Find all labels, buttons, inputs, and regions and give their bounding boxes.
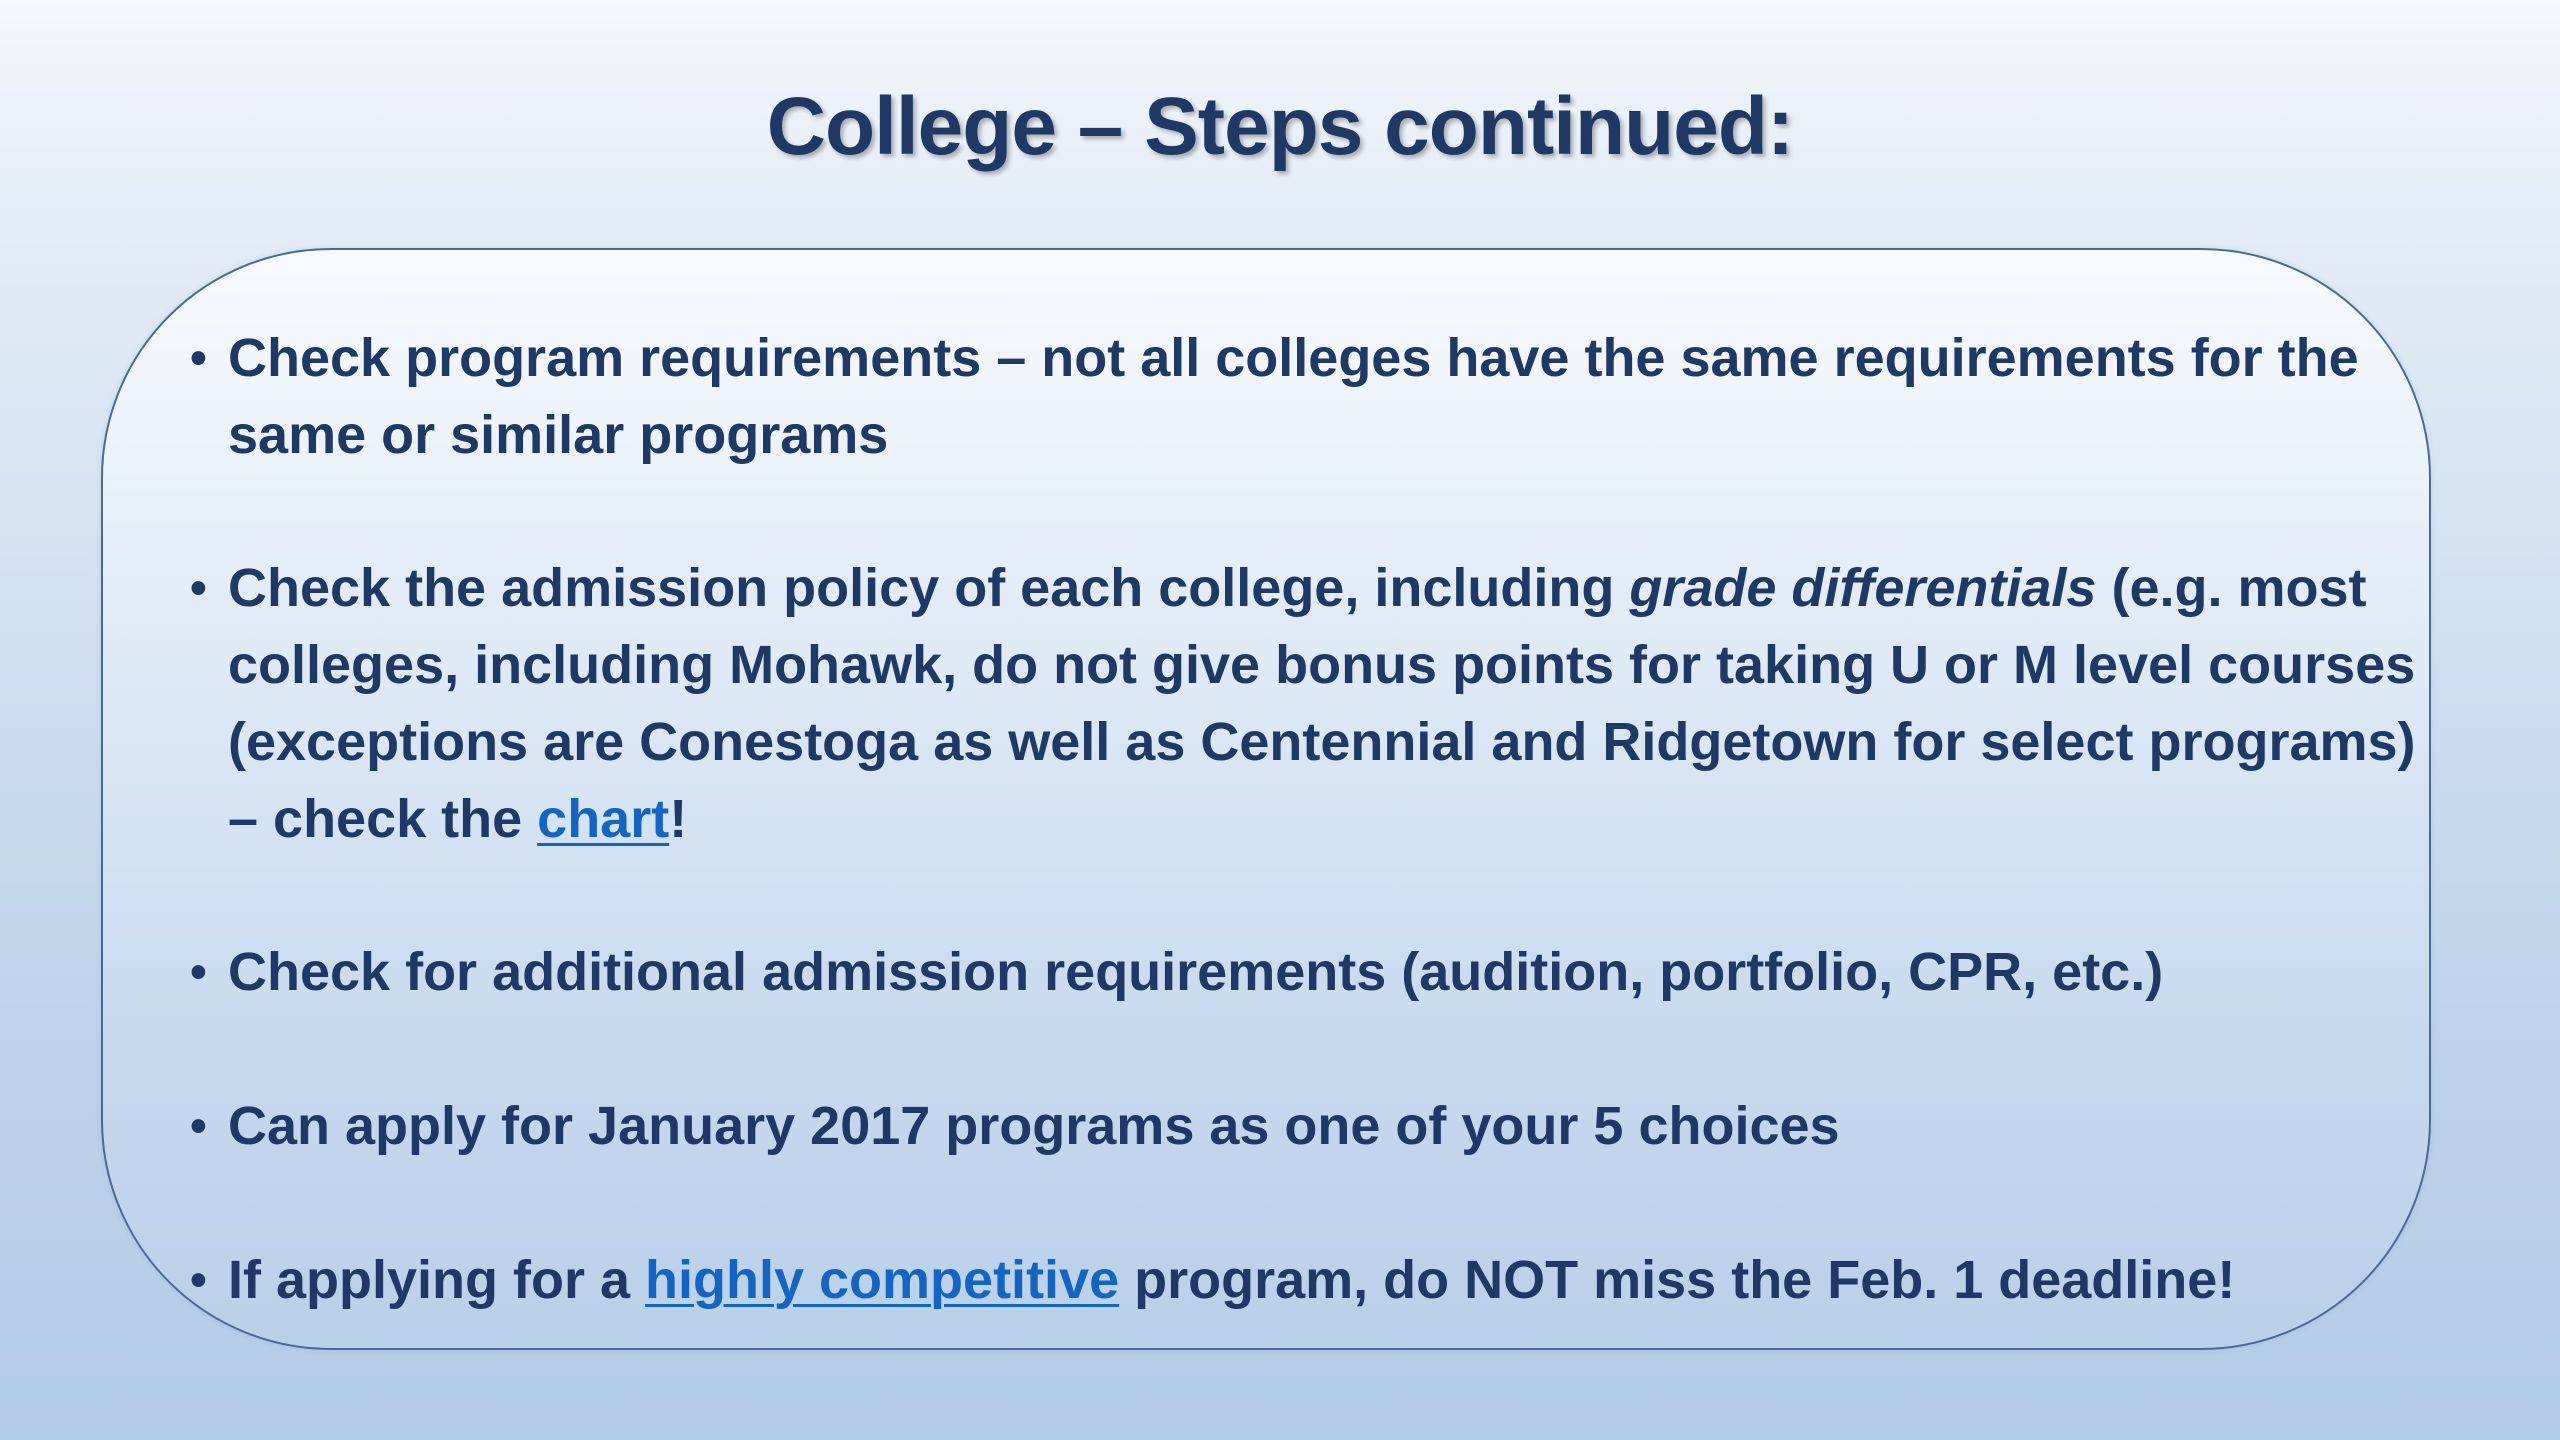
- bullet-text-continued: (e.g. most colleges, including Mohawk, do not give bonus points for taking U or M level courses (exceptions are Conestoga as well as Centennial and Ridgetown for select programs) – check the: [228, 558, 2416, 849]
- bullet-additional-requirements: [190, 934, 2428, 1011]
- bullet-text: Can apply for January 2017 programs as one of your 5 choices: [228, 1096, 1840, 1156]
- highly-competitive-link[interactable]: highly competitive: [645, 1250, 1120, 1310]
- grade-differentials-text: grade differentials: [1629, 558, 2097, 618]
- bullet-competitive-deadline: [190, 1242, 2428, 1319]
- bullet-text: Check the admission policy of each college, including: [228, 558, 1630, 618]
- bullet-program-requirements: [190, 320, 2428, 474]
- bullet-text-end: !: [669, 789, 688, 849]
- chart-link[interactable]: chart: [537, 789, 670, 849]
- bullet-dot: •: [190, 1100, 207, 1153]
- bullet-dot: •: [190, 946, 207, 999]
- content-box: [101, 248, 2431, 1350]
- bullet-text: If applying for a: [228, 1250, 646, 1310]
- bullet-january-programs: [190, 1088, 2428, 1165]
- slide-title: College – Steps continued:: [766, 81, 1794, 172]
- bullet-dot: •: [190, 332, 207, 385]
- bullet-text: Check for additional admission requirements (audition, portfolio, CPR, etc.): [228, 942, 2164, 1002]
- bullet-text: Check program requirements – not all colleges have the same requirements for the same or similar programs: [228, 328, 2359, 465]
- bullet-text-end: program, do NOT miss the Feb. 1 deadline!: [1119, 1250, 2236, 1310]
- bullet-admission-policy: [190, 550, 2428, 858]
- bullet-dot: •: [190, 562, 207, 615]
- bullet-dot: •: [190, 1254, 207, 1307]
- bullet-list: [103, 250, 2429, 1348]
